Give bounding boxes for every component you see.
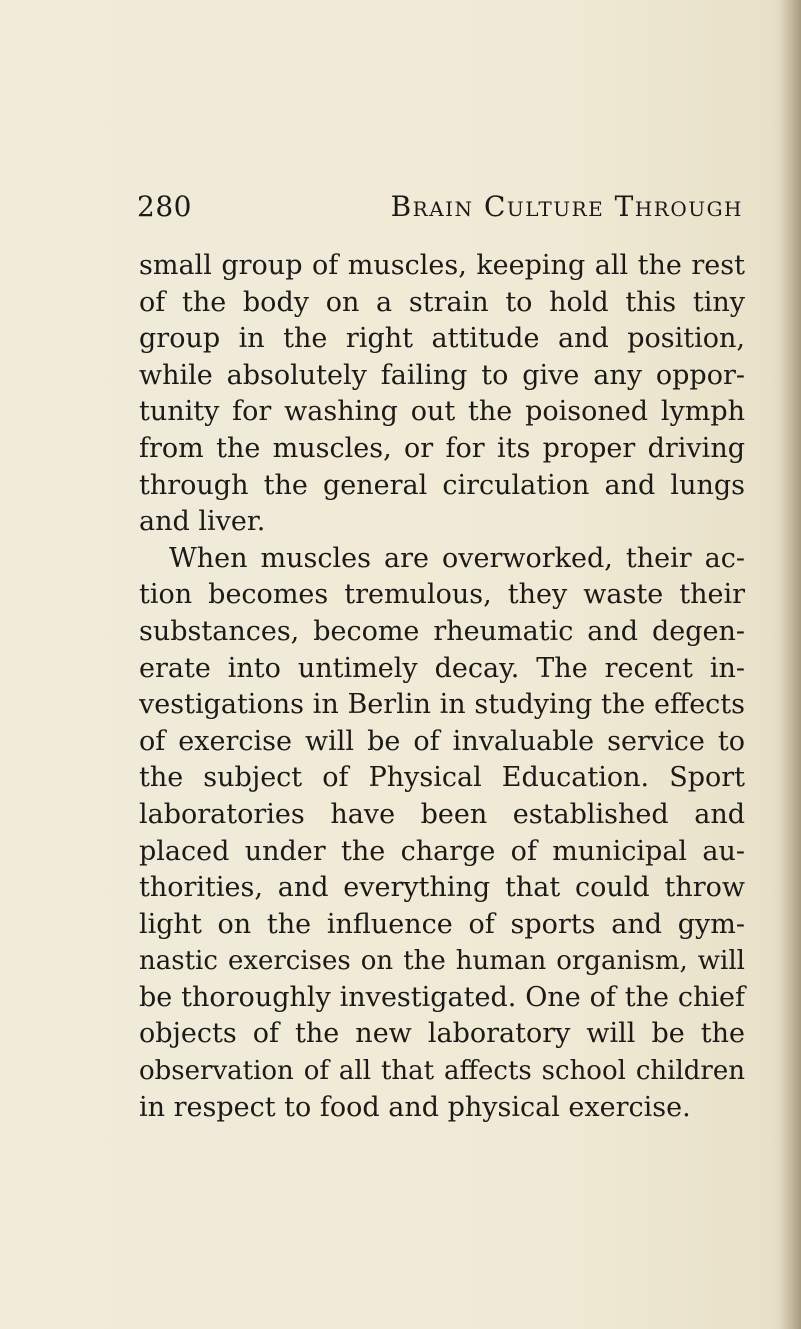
text-line: substances, become rheumatic and degen- <box>139 615 745 647</box>
text-line: of the body on a strain to hold this tiny <box>139 286 745 318</box>
text-line: in respect to food and physical exercise. <box>139 1091 691 1123</box>
text-line: light on the influence of sports and gym- <box>139 908 745 940</box>
text-line: vestigations in Berlin in studying the effects <box>139 689 745 721</box>
text-line: of exercise will be of invaluable service to <box>139 725 745 757</box>
text-line: tion becomes tremulous, they waste their <box>139 579 745 611</box>
text-line: group in the right attitude and position, <box>139 323 745 355</box>
text-line: placed under the charge of municipal au- <box>139 835 745 867</box>
text-line: small group of muscles, keeping all the rest <box>139 250 745 281</box>
text-line: tunity for washing out the poisoned lymph <box>139 396 745 428</box>
text-line: while absolutely failing to give any oppor- <box>139 359 745 391</box>
text-line: objects of the new laboratory will be the <box>139 1018 745 1050</box>
text-line: nastic exercises on the human organism, will <box>139 946 745 977</box>
running-head: Brain Culture Through <box>390 190 743 223</box>
body-text <box>139 248 745 1126</box>
text-line: from the muscles, or for its proper driving <box>139 432 745 464</box>
text-line: and liver. <box>139 506 266 538</box>
text-line: be thoroughly investigated. One of the chief <box>139 981 745 1013</box>
page-number: 280 <box>137 190 192 223</box>
text-line: thorities, and everything that could throw <box>139 872 745 904</box>
text-line: erate into untimely decay. The recent in- <box>139 652 745 684</box>
text-line: through the general circulation and lungs <box>139 469 745 501</box>
text-line: observation of all that affects school children <box>139 1056 745 1087</box>
text-line: the subject of Physical Education. Sport <box>139 762 745 794</box>
text-line: When muscles are overworked, their ac- <box>169 542 745 574</box>
text-line: laboratories have been established and <box>139 798 745 830</box>
page-header <box>137 187 743 227</box>
page-edge-shadow <box>779 0 801 1329</box>
